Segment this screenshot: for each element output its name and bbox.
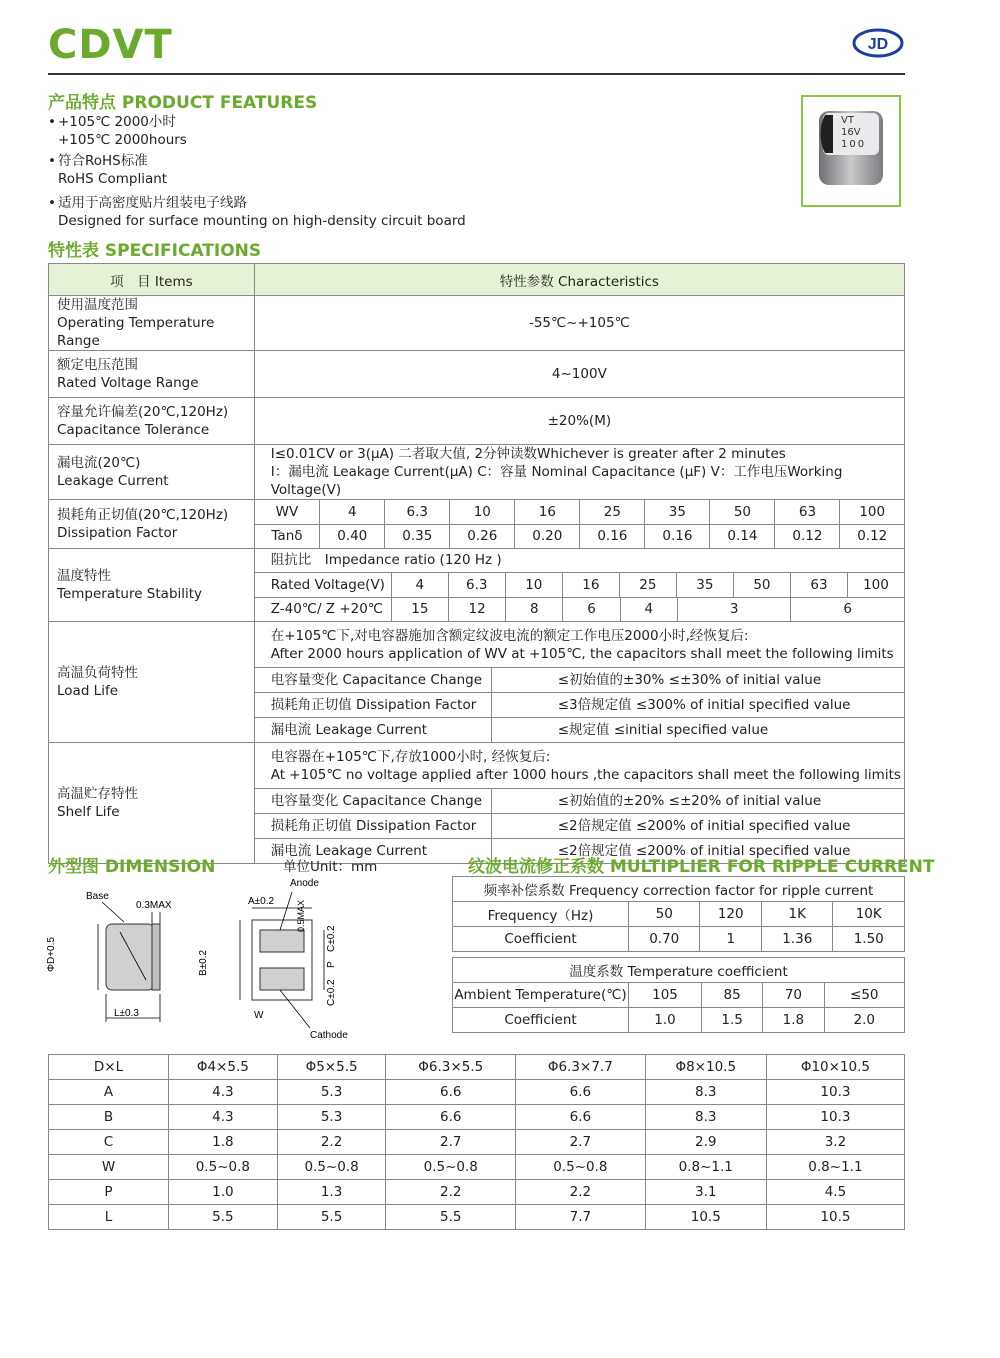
svg-text:16V: 16V <box>841 127 861 138</box>
dim-cell: 10.3 <box>766 1080 904 1105</box>
ts-z-cell: 12 <box>449 598 506 621</box>
dim-cell: 6.6 <box>386 1080 516 1105</box>
freq-table: 频率补偿系数 Frequency correction factor for ripple current Frequency（Hz) 50 120 1K 10K Coefficient 0.70 1 1.36 1.50 <box>452 876 905 952</box>
label-p: P <box>326 961 337 968</box>
label-base: Base <box>86 891 109 902</box>
ripple-cell: 120 <box>700 902 762 927</box>
ripple-cell: 50 <box>629 902 700 927</box>
dim-header-cell: Φ6.3×7.7 <box>516 1055 646 1080</box>
dimension-heading: 外型图 DIMENSION <box>48 857 216 877</box>
life-value: ≤初始值的±30% ≤±30% of initial value <box>557 672 822 688</box>
dim-cell: L <box>49 1205 169 1230</box>
dim-cell: B <box>49 1105 169 1130</box>
life-value: ≤规定值 ≤initial specified value <box>557 722 769 738</box>
dim-cell: 5.5 <box>386 1205 516 1230</box>
dim-cell: 4.3 <box>169 1080 278 1105</box>
ts-z-cell: 15 <box>392 598 449 621</box>
df-wv-cell: 35 <box>645 500 710 524</box>
df-wv-cell: 25 <box>580 500 645 524</box>
row-leakage: 漏电流(20℃) Leakage Current I≤0.01CV or 3(μA) 二者取大值, 2分钟读数Whichever is greater after 2 minutes I：漏电流 Leakage Current(μA) C：容量 Nominal Capacitance (μF) V：工作电压Working Voltage(V) <box>49 445 905 500</box>
life-key: 损耗角正切值 Dissipation Factor <box>255 814 492 838</box>
dim-row <box>49 1105 905 1130</box>
temp-coef-table: 温度系数 Temperature coefficient Ambient Temperature(℃) 105 85 70 ≤50 Coefficient 1.0 1.5 1.8 2.0 <box>452 957 905 1033</box>
dim-cell: 2.9 <box>645 1130 766 1155</box>
dim-cell: 5.5 <box>277 1205 386 1230</box>
row-cap-tolerance: 容量允许偏差(20℃,120Hz) Capacitance Tolerance ±20%(M) <box>49 398 905 445</box>
df-tan-cell: 0.40 <box>320 524 385 548</box>
label-l: L±0.3 <box>114 1008 139 1019</box>
label-c1: C±0.2 <box>326 925 337 952</box>
dim-header-cell: Φ5×5.5 <box>277 1055 386 1080</box>
dimension-drawing <box>40 872 360 1044</box>
label-max2: 0.5MAX <box>296 899 306 932</box>
life-row <box>255 718 904 742</box>
specifications-table <box>48 263 905 864</box>
ripple-cell: 1.50 <box>833 927 905 952</box>
dim-cell: 3.2 <box>766 1130 904 1155</box>
df-wv-cell: 63 <box>775 500 840 524</box>
ripple-cell: 1 <box>700 927 762 952</box>
dim-cell: 0.5~0.8 <box>169 1155 278 1180</box>
dim-cell: 6.6 <box>516 1080 646 1105</box>
ripple-cell: 2.0 <box>824 1008 904 1033</box>
df-tan-cell: 0.16 <box>580 524 645 548</box>
ripple-cell: 70 <box>763 983 824 1008</box>
ts-z-cell: 3 <box>678 598 792 621</box>
dim-cell: 10.3 <box>766 1105 904 1130</box>
dimension-table <box>48 1054 905 1230</box>
row-dissipation: 损耗角正切值(20℃,120Hz) Dissipation Factor WV 4 6.3 10 16 25 35 50 63 100 Tanδ 0.40 0.35 0.26 0.20 0.16 0.16 0.14 0.12 0.12 <box>49 500 905 549</box>
life-key: 漏电流 Leakage Current <box>255 839 492 863</box>
dim-cell: 2.2 <box>277 1130 386 1155</box>
dim-cell: 0.8~1.1 <box>766 1155 904 1180</box>
df-wv-cell: 10 <box>450 500 515 524</box>
ts-rv-cell: 35 <box>677 573 734 597</box>
ts-rv-cell: 50 <box>734 573 791 597</box>
ts-z-cell: 6 <box>563 598 620 621</box>
label-c2: C±0.2 <box>326 979 337 1006</box>
col-characteristics: 特性参数 Characteristics <box>254 264 904 296</box>
df-tan-cell: 0.26 <box>450 524 515 548</box>
ripple-cell: 1.0 <box>629 1008 702 1033</box>
ripple-cell: 1.36 <box>762 927 833 952</box>
life-key: 漏电流 Leakage Current <box>255 718 492 742</box>
ts-rv-cell: 16 <box>563 573 620 597</box>
ripple-cell: ≤50 <box>824 983 904 1008</box>
dim-cell: 2.2 <box>386 1180 516 1205</box>
row-temp-range: 使用温度范围 Operating Temperature Range -55℃~+105℃ <box>49 296 905 351</box>
ts-rv-cell: 10 <box>506 573 563 597</box>
label-b: B±0.2 <box>198 949 209 976</box>
df-tan-cell: 0.12 <box>857 528 888 545</box>
dim-cell: 0.5~0.8 <box>516 1155 646 1180</box>
dim-header-cell: D×L <box>49 1055 169 1080</box>
df-tan-cell: 0.14 <box>710 524 775 548</box>
features-heading: 产品特点 PRODUCT FEATURES <box>48 93 318 113</box>
dim-row <box>49 1205 905 1230</box>
dim-cell: W <box>49 1155 169 1180</box>
ripple-cell: 10K <box>833 902 905 927</box>
df-wv-cell: 4 <box>320 500 385 524</box>
ripple-heading: 纹波电流修正系数 MULTIPLIER FOR RIPPLE CURRENT <box>468 857 935 877</box>
dim-cell: 4.5 <box>766 1180 904 1205</box>
dim-cell: 5.5 <box>169 1205 278 1230</box>
life-row <box>255 814 904 839</box>
life-row <box>255 668 904 693</box>
dim-cell: 7.7 <box>516 1205 646 1230</box>
dim-cell: 1.3 <box>277 1180 386 1205</box>
life-key: 电容量变化 Capacitance Change <box>255 668 492 692</box>
life-value: ≤初始值的±20% ≤±20% of initial value <box>557 793 822 809</box>
label-phid: ΦD+0.5 <box>46 937 57 972</box>
ts-z-cell: 6 <box>843 601 853 617</box>
row-temp-stability: 温度特性 Temperature Stability 阻抗比 Impedance ratio (120 Hz ) Rated Voltage(V) 4 6.3 10 16 25 35 50 63 100 Z-40℃/ Z +20℃ 15 12 8 6 4 3 6 <box>49 549 905 622</box>
life-value: ≤2倍规定值 ≤200% of initial specified value <box>557 843 851 859</box>
dim-cell: 1.0 <box>169 1180 278 1205</box>
dim-cell: 1.8 <box>169 1130 278 1155</box>
product-photo <box>801 95 901 207</box>
ts-rv-cell: 100 <box>863 577 889 593</box>
dim-header-cell: Φ6.3×5.5 <box>386 1055 516 1080</box>
life-value: ≤2倍规定值 ≤200% of initial specified value <box>557 818 851 834</box>
specs-heading: 特性表 SPECIFICATIONS <box>48 241 262 261</box>
dim-row <box>49 1180 905 1205</box>
label-w: W <box>254 1010 264 1021</box>
ripple-cell: 105 <box>629 983 702 1008</box>
row-rated-voltage: 额定电压范围 Rated Voltage Range 4~100V <box>49 351 905 398</box>
label-a: A±0.2 <box>248 896 275 907</box>
dim-cell: 0.5~0.8 <box>386 1155 516 1180</box>
col-items: 项 目 Items <box>49 264 255 296</box>
ts-z-cell: 8 <box>506 598 563 621</box>
label-anode: Anode <box>290 878 319 889</box>
row-load-life: 高温负荷特性 Load Life 在+105℃下,对电容器施加含额定纹波电流的额定工作电压2000小时,经恢复后: After 2000 hours application of WV at +105℃, the capacitors shall meet the following limits 电容量变化 Capacitance Change ≤初始值的±30% ≤±30% of initial value 损耗角正切值 Dissipation Factor ≤3倍规定值 ≤300% of initial specified value 漏电流 Leakage Current ≤规定值 ≤initial specified value <box>49 622 905 743</box>
dim-cell: 10.5 <box>766 1205 904 1230</box>
dim-cell: 0.5~0.8 <box>277 1155 386 1180</box>
brand-logo <box>852 28 904 58</box>
df-tan-cell: 0.20 <box>515 524 580 548</box>
dim-header-row <box>49 1055 905 1080</box>
dim-row <box>49 1080 905 1105</box>
header-rule <box>48 73 905 75</box>
life-row <box>255 789 904 814</box>
svg-text:VT: VT <box>841 115 854 126</box>
ts-rv-cell: 4 <box>392 573 449 597</box>
svg-text:100: 100 <box>841 139 867 150</box>
dim-cell: 4.3 <box>169 1105 278 1130</box>
df-tan-cell: 0.16 <box>645 524 710 548</box>
df-wv-cell: 100 <box>840 500 904 524</box>
ts-rv-cell: 63 <box>791 573 848 597</box>
dim-cell: 0.8~1.1 <box>645 1155 766 1180</box>
dim-cell: P <box>49 1180 169 1205</box>
label-max: 0.3MAX <box>136 900 172 911</box>
dim-cell: A <box>49 1080 169 1105</box>
dim-row <box>49 1155 905 1180</box>
logo-text: JD <box>867 36 889 53</box>
ripple-cell: 1.8 <box>763 1008 824 1033</box>
ripple-cell: 85 <box>702 983 763 1008</box>
unit-label: 单位Unit：mm <box>283 859 378 875</box>
dim-header-cell: Φ10×10.5 <box>766 1055 904 1080</box>
page-title: CDVT <box>48 22 173 68</box>
dim-cell: 8.3 <box>645 1080 766 1105</box>
df-wv-cell: 16 <box>515 500 580 524</box>
dim-header-cell: Φ4×5.5 <box>169 1055 278 1080</box>
dim-row <box>49 1130 905 1155</box>
dim-cell: 8.3 <box>645 1105 766 1130</box>
dim-cell: 6.6 <box>516 1105 646 1130</box>
dim-cell: 2.2 <box>516 1180 646 1205</box>
ripple-cell: 1.5 <box>702 1008 763 1033</box>
df-table: WV 4 6.3 10 16 25 35 50 63 100 Tanδ 0.40 0.35 0.26 0.20 0.16 0.16 0.14 0.12 0.12 <box>255 500 904 548</box>
ripple-cell: 1K <box>762 902 833 927</box>
dim-header-cell: Φ8×10.5 <box>645 1055 766 1080</box>
ripple-cell: 0.70 <box>629 927 700 952</box>
row-shelf-life: 高温贮存特性 Shelf Life 电容器在+105℃下,存放1000小时, 经恢复后: At +105℃ no voltage applied after 1000 hours ,the capacitors shall meet the following limits 电容量变化 Capacitance Change ≤初始值的±20% ≤±20% of initial value 损耗角正切值 Dissipation Factor ≤2倍规定值 ≤200% of initial specified value 漏电流 Leakage Current ≤2倍规定值 ≤200% of initial specified value <box>49 743 905 864</box>
dim-cell: C <box>49 1130 169 1155</box>
life-value: ≤3倍规定值 ≤300% of initial specified value <box>557 697 851 713</box>
ts-rv-cell: 25 <box>620 573 677 597</box>
df-tan-cell: 0.35 <box>385 524 450 548</box>
df-wv-cell: 50 <box>710 500 775 524</box>
ts-rv-cell: 6.3 <box>449 573 506 597</box>
ts-z-cell: 4 <box>621 598 678 621</box>
dim-cell: 3.1 <box>645 1180 766 1205</box>
life-key: 损耗角正切值 Dissipation Factor <box>255 693 492 717</box>
dim-cell: 2.7 <box>386 1130 516 1155</box>
df-tan-cell: 0.12 <box>775 524 840 548</box>
label-cathode: Cathode <box>310 1030 348 1041</box>
df-wv-cell: 6.3 <box>385 500 450 524</box>
dim-cell: 5.3 <box>277 1105 386 1130</box>
life-row <box>255 693 904 718</box>
dim-cell: 6.6 <box>386 1105 516 1130</box>
dim-cell: 10.5 <box>645 1205 766 1230</box>
dim-cell: 5.3 <box>277 1080 386 1105</box>
life-key: 电容量变化 Capacitance Change <box>255 789 492 813</box>
dim-cell: 2.7 <box>516 1130 646 1155</box>
